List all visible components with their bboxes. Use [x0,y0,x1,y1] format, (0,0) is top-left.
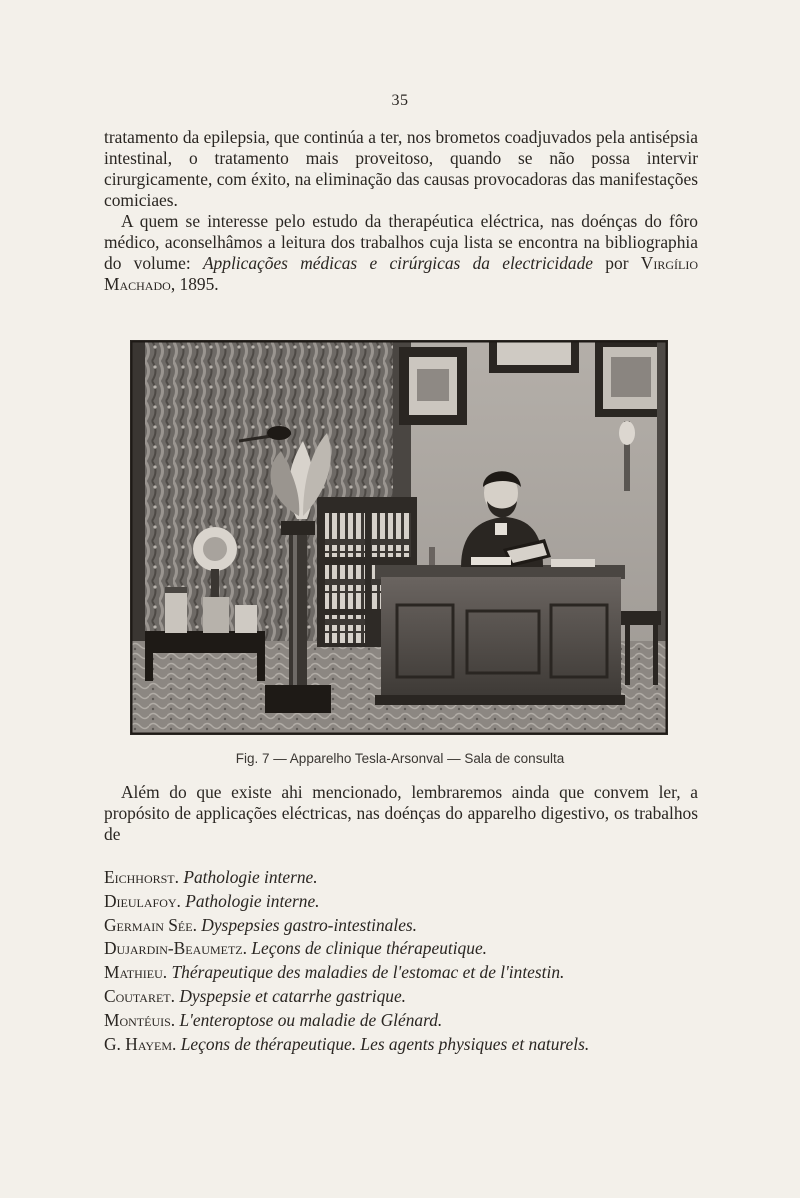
bibliography-author: Dujardin-Beaumetz. [104,938,247,959]
bibliography-author: G. Hayem. [104,1033,177,1054]
paragraph-2-text-after: , 1895. [170,274,219,294]
bibliography-item [104,985,724,1009]
bibliography-title: Dyspepsie et catarrhe gastrique. [179,985,407,1006]
book-title: Applicações médicas e cirúrgicas da electricidade [202,253,594,273]
bibliography-title: Dyspepsies gastro-intestinales. [201,914,418,935]
figure-caption: Fig. 7 — Apparelho Tesla-Arsonval — Sala de consulta [235,751,565,766]
page-number: 35 [391,92,409,109]
paragraph-3: Além do que existe ahi mencionado, lembraremos ainda que convem ler, a propósito de applicações eléctricas, nas doénças do apparelho digestivo, os trabalhos de [104,782,698,844]
top-text-block [104,127,698,295]
bibliography-item [104,914,724,938]
bibliography-item [104,866,724,890]
bibliography-title: Pathologie interne. [183,867,318,887]
bibliography-item [104,890,724,914]
bibliography-title: L'enteroptose ou maladie de Glénard. [179,1009,443,1030]
bibliography-title: Leçons de clinique thérapeutique. [251,938,488,959]
consulting-room-photo [131,341,667,734]
bibliography-author: Montéuis. [104,1009,176,1030]
bibliography-title: Thérapeutique des maladies de l'estomac et de l'intestin. [171,962,565,983]
bibliography-author: Germain Sée. [104,914,197,935]
bibliography-author: Eichhorst. [104,867,179,887]
bibliography-item [104,937,724,961]
paragraph-1: tratamento da epilepsia, que continúa a ter, nos brometos coadjuvados pela antisépsia intestinal, o tratamento mais proveitoso, quando se não possa intervir cirurgicamente, com éxito, na eliminação das causas provocadoras das manifestações comiciaes. [104,127,698,210]
bibliography-item [104,1033,724,1057]
bibliography-author: Mathieu. [104,962,168,983]
bibliography-title: Pathologie interne. [185,890,320,911]
paragraph-2-text-middle: por [593,253,641,273]
bibliography-item [104,961,724,985]
bibliography-item [104,1009,724,1033]
figure-photo [130,340,668,735]
book-author: Virgílio Machado [104,253,698,294]
bibliography-title: Leçons de thérapeutique. Les agents physiques et naturels. [180,1033,590,1054]
bibliography-author: Coutaret. [104,985,175,1006]
bibliography-author: Dieulafoy. [104,890,181,911]
paragraph-2 [104,211,698,295]
bibliography-list [104,866,724,1056]
paragraph-2-text-before: A quem se interesse pelo estudo da therapéutica eléctrica, nas doénças do fôro médico, aconselhâmos a leitura dos trabalhos cuja lista se encontra na bibliographia do volume: [104,211,698,273]
bottom-text-block [104,782,698,845]
